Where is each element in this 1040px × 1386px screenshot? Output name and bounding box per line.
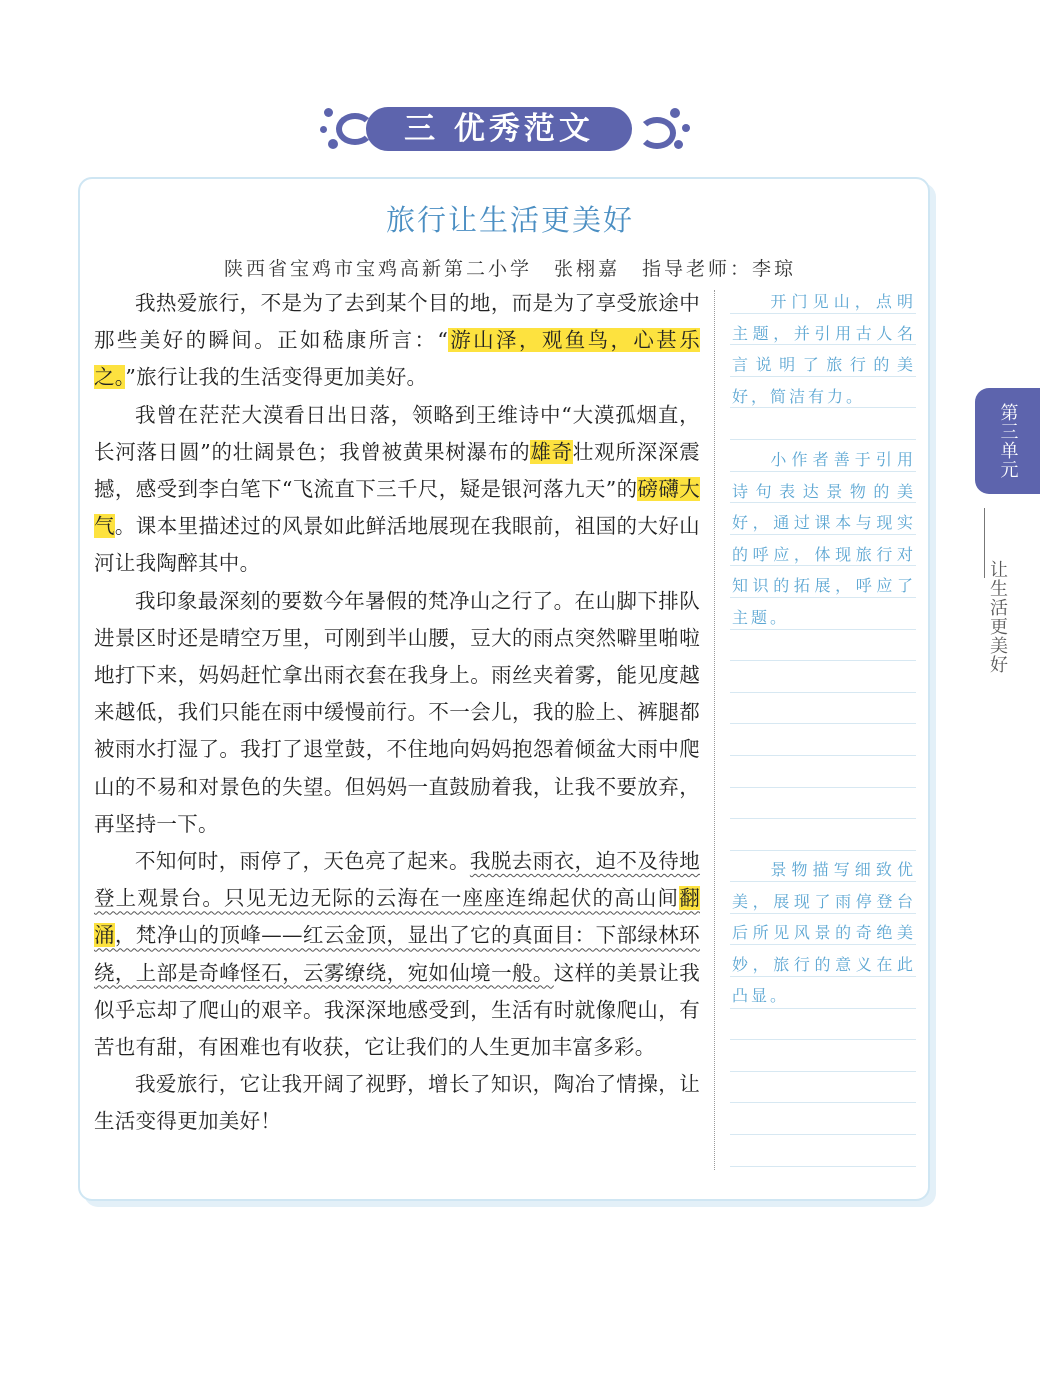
decor-dot: [682, 124, 690, 132]
note-rule-line: [730, 408, 916, 440]
note-rule-line: [730, 1040, 916, 1072]
margin-note-2: 小作者善于引用诗句表达景物的美好，通过课本与现实的呼应，体现旅行对知识的拓展，呼应了主题。: [732, 450, 916, 627]
paragraph-5: 我爱旅行，它让我开阔了视野，增长了知识，陶冶了情操，让生活变得更加美好！: [94, 1072, 700, 1134]
wavy-underline-text: 我脱去雨衣，迫不及待地登上观景台。只见无边无际的云海在一座座连绵起伏的高山间: [94, 849, 700, 911]
margin-note-3: 景物描写细致优美，展现了雨停登台后所见风景的奇绝美妙，旅行的意义在此凸显。: [732, 860, 916, 1006]
text-run: 我曾在茫茫大漠看日出日落，领略到王维诗中“大漠孤烟直，长河落日圆”的壮阔景色；我曾被黄果树瀑布的: [94, 402, 700, 464]
note-rule-line: [730, 661, 916, 693]
decor-dot: [674, 140, 683, 149]
decor-curl: [638, 117, 676, 149]
text-run: 壮观所深深震撼，感受到李白笔下“飞流直下三千尺，疑是银河落九天”的: [94, 439, 700, 502]
unit-tab: [975, 388, 1040, 494]
highlight-quote: 游山泽，观鱼鸟，心甚乐之。: [94, 328, 700, 390]
essay-body: [94, 285, 700, 1141]
highlight-word: 磅礴大气: [94, 477, 700, 539]
wavy-underline-text: ，梵净山的顶峰——红云金顶，显出了它的真面目：下部绿林环绕，上部是奇峰怪石，云雾缭绕，宛如仙境一般。: [94, 923, 700, 985]
highlight-word: 翻涌: [94, 886, 700, 948]
margin-note-1: 开门见山，点明主题，并引用古人名言说明了旅行的美好，简洁有力。: [732, 292, 916, 406]
paragraph-2: [94, 397, 700, 583]
note-rule-line: [730, 819, 916, 851]
note-rule-line: [730, 1103, 916, 1135]
note-rule-line: [730, 630, 916, 662]
note-rule-line: [730, 1135, 916, 1167]
unit-topic: 让生活更美好: [987, 560, 1008, 674]
text-run: 我热爱旅行，不是为了去到某个目的地，而是为了享受旅途中那些美好的瞬间。正如嵇康所言：“: [94, 291, 700, 353]
text-run: 不知何时，雨停了，天色亮了起来。: [135, 849, 470, 874]
text-run: 。课本里描述过的风景如此鲜活地展现在我眼前，祖国的大好山河让我陶醉其中。: [94, 514, 700, 576]
note-rule-line: [730, 756, 916, 788]
section-banner: [318, 104, 696, 154]
note-rule-line: [730, 724, 916, 756]
note-rule-line: [730, 788, 916, 820]
note-rule-line: [730, 693, 916, 725]
decor-dot: [670, 108, 680, 118]
text-run: ”旅行让我的生活变得更加美好。: [125, 365, 428, 390]
decor-dot: [328, 139, 338, 149]
decor-dot: [320, 126, 327, 133]
section-heading: 三 优秀范文: [366, 107, 632, 151]
text-run: 这样的美景让我似乎忘却了爬山的艰辛。我深深地感受到，生活有时就像爬山，有苦也有甜，有困难也有收获，它让我们的人生更加丰富多彩。: [94, 960, 700, 1060]
note-lines: [730, 282, 916, 1167]
decor-dot: [324, 108, 333, 117]
paragraph-4: [94, 843, 700, 1066]
margin-divider: [714, 290, 715, 1170]
highlight-word: 雄奇: [530, 439, 573, 464]
unit-label: 第三单元: [997, 403, 1019, 479]
note-rule-line: [730, 1072, 916, 1104]
paragraph-3: 我印象最深刻的要数今年暑假的梵净山之行了。在山脚下排队进景区时还是晴空万里，可刚到半山腰，豆大的雨点突然噼里啪啦地打下来，妈妈赶忙拿出雨衣套在我身上。雨丝夹着雾，能见度越来越低，我们只能在雨中缓慢前行。不一会儿，我的脸上、裤腿都被雨水打湿了。我打了退堂鼓，不住地向妈妈抱怨着倾盆大雨中爬山的不易和对景色的失望。但妈妈一直鼓励着我，让我不要放弃，再坚持一下。: [94, 588, 700, 836]
essay-byline: 陕西省宝鸡市宝鸡高新第二小学 张栩嘉 指导老师：李琼: [223, 258, 796, 280]
note-rule-line: [730, 1009, 916, 1041]
essay-title: 旅行让生活更美好: [385, 203, 634, 237]
paragraph-1: [94, 285, 700, 397]
